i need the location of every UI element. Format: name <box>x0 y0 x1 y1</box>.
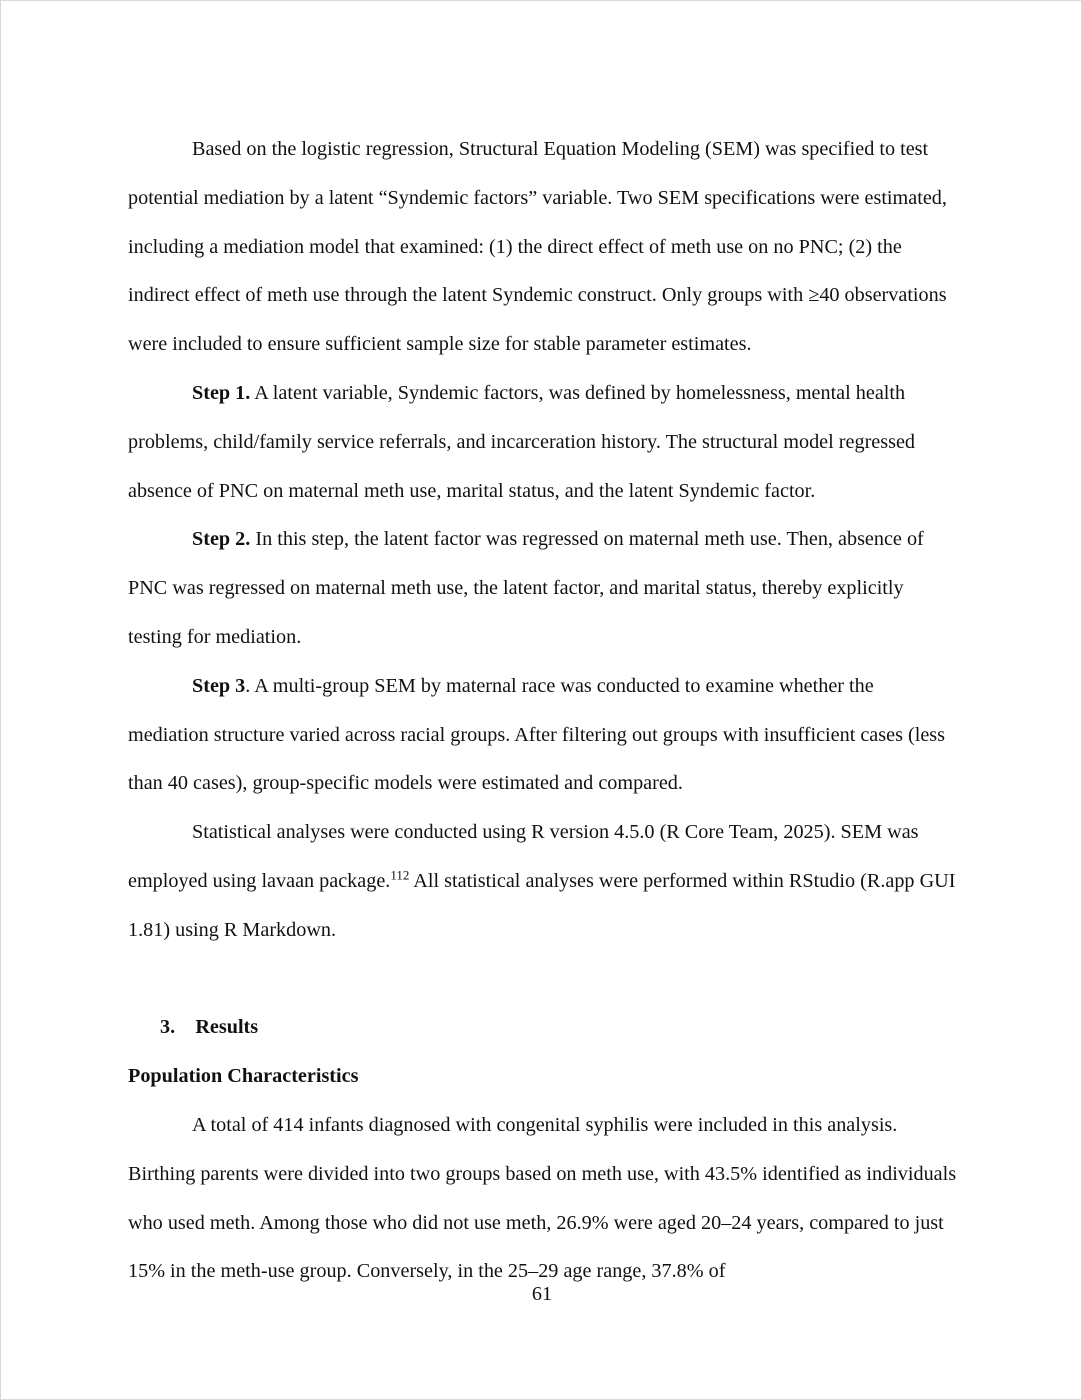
step-1-label: Step 1. <box>192 381 251 404</box>
step-3-label: Step 3 <box>192 674 246 697</box>
paragraph-step-1 <box>128 369 958 515</box>
paragraph-step-3 <box>128 662 958 808</box>
step-3-text: . A multi-group SEM by maternal race was conducted to examine whether the mediation structure varied across racial groups. After filtering out groups with insufficient cases (less than 40 cases), group-specific models were estimated and compared. <box>128 674 945 795</box>
step-2-label: Step 2. <box>192 528 251 551</box>
citation-superscript: 112 <box>390 867 410 883</box>
page-number: 61 <box>531 1283 553 1305</box>
section-heading-results: 3. Results <box>160 1016 259 1039</box>
stats-text-a: Statistical analyses were conducted using R version 4.5.0 (R Core Team, 2025). SEM was employed using lavaan package. <box>128 821 919 892</box>
subsection-heading-population-characteristics: Population Characteristics <box>128 1065 359 1088</box>
stats-text-b: All statistical analyses were performed within RStudio (R.app GUI 1.81) using R Markdown. <box>128 869 956 941</box>
paragraph-statistical-analyses <box>128 808 958 954</box>
paragraph-step-2 <box>128 515 958 661</box>
page-content <box>128 125 958 1296</box>
step-2-text: In this step, the latent factor was regressed on maternal meth use. Then, absence of PNC was regressed on maternal meth use, the latent factor, and marital status, thereby explicitly testing for mediation. <box>128 528 924 648</box>
step-1-text: A latent variable, Syndemic factors, was defined by homelessness, mental health problems, child/family service referrals, and incarceration history. The structural model regressed absence of PNC on maternal meth use, marital status, and the latent Syndemic factor. <box>128 381 916 502</box>
paragraph-population-characteristics: A total of 414 infants diagnosed with congenital syphilis were included in this analysis. Birthing parents were divided into two groups based on meth use, with 43.5% identified as individuals who used meth. Among those who did not use meth, 26.9% were aged 20–24 years, compared to just 15% in the meth-use group. Conversely, in the 25–29 age range, 37.8% of <box>128 1113 957 1283</box>
paragraph-sem-specification: Based on the logistic regression, Structural Equation Modeling (SEM) was specified to test potential mediation by a latent “Syndemic factors” variable. Two SEM specifications were estimated, including a mediation model that examined: (1) the direct effect of meth use on no PNC; (2) the indirect effect of meth use through the latent Syndemic construct. Only groups with ≥40 observations were included to ensure sufficient sample size for stable parameter estimates. <box>128 138 947 356</box>
